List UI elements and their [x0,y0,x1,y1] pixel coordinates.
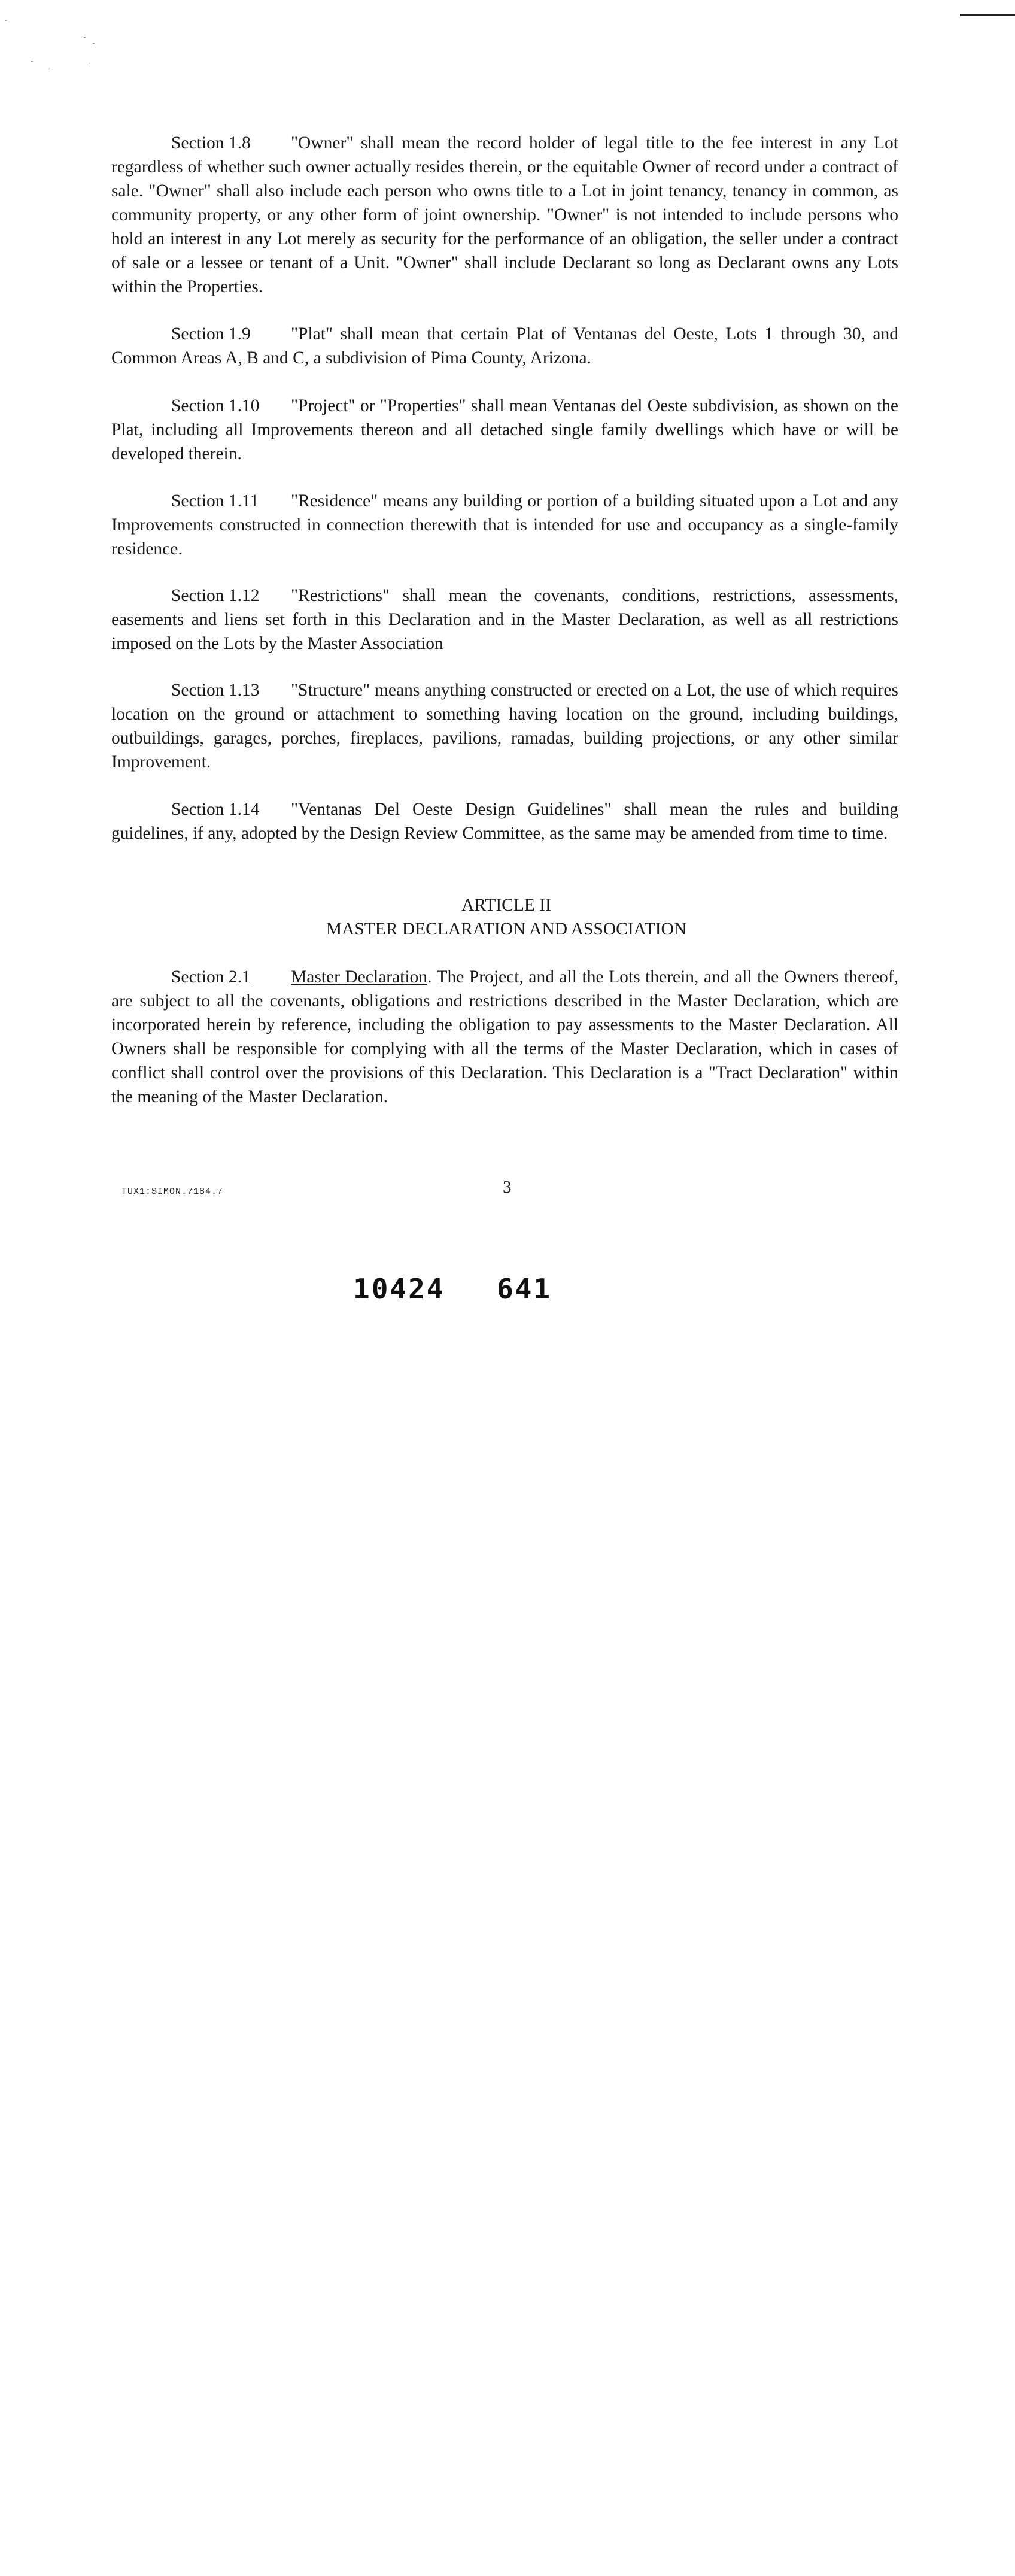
section-2-1 [111,965,898,1109]
scan-speck [5,20,7,21]
article-label: ARTICLE II [461,896,551,915]
section-1-11 [111,489,898,561]
section-text: "Ventanas Del Oeste Design Guidelines" shall mean the rules and building guidelines, if any, adopted by the Design Review Committee, as the same may be amended from time to time. [111,800,898,843]
section-number: Section 1.11 [171,491,259,511]
section-heading: Master Declaration [291,967,428,987]
section-text: "Structure" means anything constructed or erected on a Lot, the use of which requires location on the ground or attachment to something having location on the ground, including buildings, outbuildings, garages, porches, fireplaces, pavilions, ramadas, building projections, or any other similar Improvement. [111,681,898,772]
section-text: "Project" or "Properties" shall mean Ventanas del Oeste subdivision, as shown on the Plat, including all Improvements thereon and all detached single family dwellings which have or will be developed therein. [111,396,898,463]
section-1-9 [111,322,898,370]
scan-edge-mark [960,14,1015,16]
section-number: Section 1.8 [171,133,251,153]
page-number: 3 [503,1178,512,1197]
section-1-10 [111,394,898,466]
section-1-12 [111,584,898,656]
article-title: MASTER DECLARATION AND ASSOCIATION [326,920,687,939]
section-text: . The Project, and all the Lots therein, and all the Owners thereof, are subject to all the covenants, obligations and restrictions described in the Master Declaration, which are incorporated herein by reference, including the obligation to pay assessments to the Master Declaration. All Owners shall be responsible for complying with all the terms of the Master Declaration, which in cases of conflict shall control over the provisions of this Declaration. This Declaration is a "Tract Declaration" within the meaning of the Master Declaration. [111,967,898,1106]
section-number: Section 1.12 [171,586,260,605]
section-number: Section 2.1 [171,967,251,987]
document-id: TUX1:SIMON.7184.7 [121,1187,224,1197]
scan-speck [84,37,86,38]
section-1-8 [111,131,898,299]
section-text: "Plat" shall mean that certain Plat of Ventanas del Oeste, Lots 1 through 30, and Common Areas A, B and C, a subdivision of Pima County, Arizona. [111,324,898,368]
section-number: Section 1.14 [171,800,260,819]
section-1-13 [111,678,898,774]
section-1-14 [111,797,898,845]
section-number: Section 1.10 [171,396,260,415]
section-text: "Residence" means any building or portion of a building situated upon a Lot and any Improvements constructed in connection therewith that is intended for use and occupancy as a single-family residence. [111,491,898,559]
scan-speck [31,61,33,62]
section-number: Section 1.13 [171,681,260,700]
recording-book-number: 10424 [353,1273,445,1305]
section-text: "Owner" shall mean the record holder of legal title to the fee interest in any Lot regardless of whether such owner actually resides therein, or the equitable Owner of record under a contract of sale. "Owner" shall also include each person who owns title to a Lot in joint tenancy, tenancy in common, as community property, or any other form of joint ownership. "Owner" is not intended to include persons who hold an interest in any Lot merely as security for the performance of an obligation, the seller under a contract of sale or a lessee or tenant of a Unit. "Owner" shall include Declarant so long as Declarant owns any Lots within the Properties. [111,133,898,296]
scan-speck [93,43,95,44]
section-number: Section 1.9 [171,324,251,344]
recording-page-number: 641 [497,1273,552,1305]
section-text: "Restrictions" shall mean the covenants, conditions, restrictions, assessments, easements and liens set forth in this Declaration and in the Master Declaration, as well as all restrictions imposed on the Lots by the Master Association [111,586,898,653]
